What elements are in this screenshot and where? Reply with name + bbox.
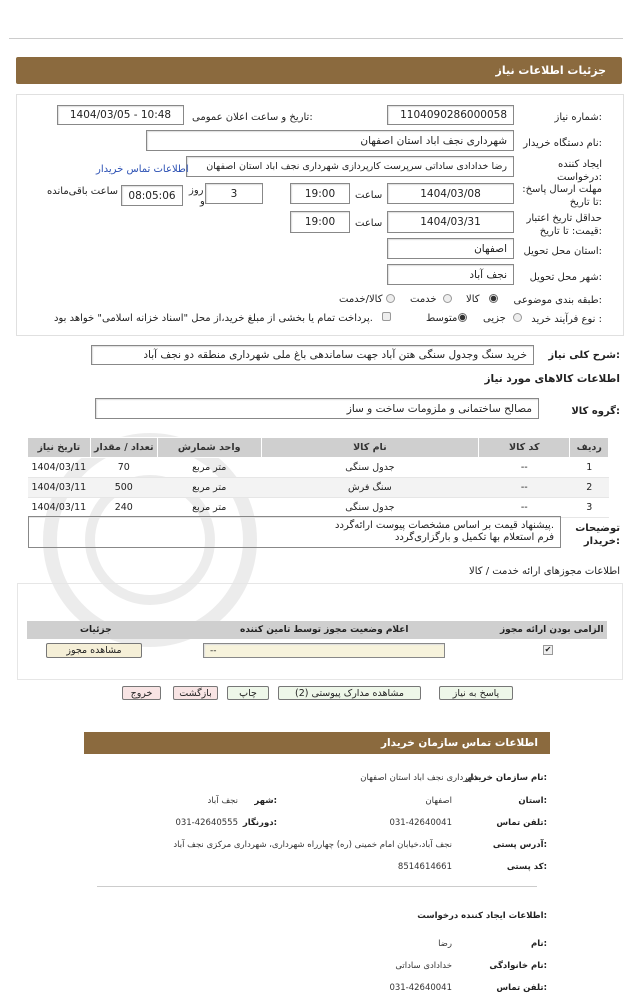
announce-label: تاریخ و ساعت اعلان عمومی: [192, 112, 313, 123]
contact-phone-label: تلفن تماس: [496, 818, 547, 828]
table-row [28, 478, 609, 498]
cell-row: 1 [570, 458, 609, 478]
creator-phone-label: تلفن تماس: [496, 983, 547, 993]
table-row [28, 458, 609, 478]
items-table-header [28, 438, 609, 458]
items-table [27, 437, 609, 518]
cell-name: سنگ فرش [261, 478, 478, 498]
cell-date: 1404/03/11 [28, 498, 91, 518]
cell-unit: متر مربع [157, 478, 261, 498]
exit-button[interactable]: خروج [122, 686, 161, 700]
permits-title: اطلاعات مجوزهای ارائه خدمت / کالا [469, 566, 620, 577]
cell-name: جدول سنگی [261, 498, 478, 518]
buyer-notes-label: توضیحات خریدار: [575, 523, 620, 547]
creator-family-label: نام خانوادگی: [489, 961, 547, 971]
creator-phone-value: 031-42640041 [389, 983, 452, 993]
creator-name-value: رضا [438, 939, 452, 949]
need-number-label: شماره نیاز: [554, 112, 602, 123]
page-header [16, 57, 622, 84]
category-label: طبقه بندی موضوعی: [513, 295, 602, 306]
contact-section-header [84, 732, 550, 754]
creator-label: ایجاد کننده درخواست: [557, 159, 602, 183]
cell-date: 1404/03/11 [28, 478, 91, 498]
category-both-radio[interactable] [386, 294, 395, 303]
contact-org-label: نام سازمان خریدار: [465, 773, 547, 783]
contact-postal-value: 8514614661 [397, 862, 452, 872]
contact-postal-label: کد پستی: [506, 862, 547, 872]
need-number-field: 1104090286000058 [387, 105, 514, 125]
deadline-time-label: ساعت [355, 190, 383, 201]
contact-divider [97, 886, 537, 887]
remaining-label: ساعت باقی‌مانده [47, 186, 119, 197]
cell-row: 3 [570, 498, 609, 518]
process-medium-text: متوسط [426, 313, 458, 324]
creator-field: رضا خدادادی ساداتی سرپرست کارپردازی شهرداری نجف اباد استان اصفهان [186, 156, 514, 177]
validity-time-field: 19:00 [290, 211, 350, 233]
category-service-radio[interactable] [443, 294, 452, 303]
buyer-notes-line2: فرم استعلام بها تکمیل و بارگزاری‌گردد [394, 532, 554, 543]
cell-unit: متر مربع [157, 458, 261, 478]
validity-label: حداقل تاریخ اعتبار قیمت: تا تاریخ: [526, 213, 602, 237]
col-row: ردیف [570, 438, 609, 458]
remaining-time-field: 08:05:06 [121, 185, 183, 206]
permit-required-checkbox: ✔ [544, 645, 552, 654]
contact-fax-label: دورنگار: [242, 818, 277, 828]
cell-qty: 240 [90, 498, 157, 518]
category-both-text: کالا/خدمت [339, 294, 383, 305]
print-button[interactable]: چاپ [227, 686, 269, 700]
contact-phone-value: 031-42640041 [389, 818, 452, 828]
summary-field: خرید سنگ وجدول سنگی هتن آباد جهت ساماندهی باغ ملی شهرداری منطقه دو نجف آباد [91, 345, 534, 365]
goods-group-field: مصالح ساختمانی و ملزومات ساخت و ساز [95, 398, 539, 419]
deadline-date-field: 1404/03/08 [387, 183, 514, 204]
treasury-payment-note: پرداخت تمام یا بخشی از مبلغ خرید،از محل "اسناد خزانه اسلامی" خواهد بود. [54, 313, 373, 324]
contact-section-title: اطلاعات تماس سازمان خریدار [381, 737, 538, 749]
announce-field: 1404/03/05 - 10:48 [57, 105, 184, 125]
days-label: روز [189, 185, 204, 196]
buyer-org-field: شهرداری نجف اباد استان اصفهان [146, 130, 514, 151]
col-unit: واحد شمارش [157, 438, 261, 458]
contact-address-label: آدرس پستی: [492, 840, 547, 850]
back-button[interactable]: بازگشت [173, 686, 218, 700]
creator-name-label: نام: [530, 939, 547, 949]
goods-info-title: اطلاعات کالاهای مورد نیاز [484, 373, 620, 385]
city-field: نجف آباد [387, 264, 514, 285]
view-documents-button[interactable]: مشاهده مدارک پیوستی (2) [278, 686, 421, 700]
contact-fax-value: 031-42640555 [175, 818, 238, 828]
contact-city-label: شهر: [254, 796, 277, 806]
process-partial-radio[interactable] [513, 313, 522, 322]
treasury-payment-checkbox[interactable] [382, 312, 391, 321]
page-title: جزئیات اطلاعات نیاز [495, 64, 606, 77]
deadline-time-field: 19:00 [290, 183, 350, 204]
col-code: کد کالا [479, 438, 570, 458]
cell-code: -- [479, 458, 570, 478]
and-label: و [200, 196, 205, 207]
permits-col-required: الزامی بودن ارائه مجوز [500, 625, 604, 635]
summary-label: شرح کلی نیاز: [548, 350, 620, 361]
permits-col-details: جزئیات [80, 625, 112, 635]
contact-org-value: شهرداری نجف اباد استان اصفهان [360, 773, 479, 783]
table-row [28, 498, 609, 518]
deadline-label: مهلت ارسال پاسخ: تا تاریخ: [522, 184, 602, 208]
view-permit-button[interactable]: مشاهده مجوز [46, 643, 142, 658]
cell-row: 2 [570, 478, 609, 498]
process-medium-radio[interactable] [458, 313, 467, 322]
contact-city-value: نجف آباد [207, 796, 238, 806]
cell-name: جدول سنگی [261, 458, 478, 478]
process-label: نوع فرآیند خرید : [531, 314, 602, 325]
cell-unit: متر مربع [157, 498, 261, 518]
creator-family-value: خدادادی ساداتی [395, 961, 452, 971]
top-divider [9, 38, 623, 39]
process-partial-text: جزیی [483, 313, 506, 324]
cell-date: 1404/03/11 [28, 458, 91, 478]
category-service-text: خدمت [410, 294, 437, 305]
cell-qty: 500 [90, 478, 157, 498]
goods-group-label: گروه کالا: [571, 406, 620, 417]
validity-time-label: ساعت [355, 218, 383, 229]
cell-qty: 70 [90, 458, 157, 478]
buyer-notes-box [28, 516, 561, 548]
contact-address-value: نجف آباد،خیابان امام خمینی (ره) چهارراه شهرداری، شهرداری مرکزی نجف آباد [173, 840, 452, 850]
days-field: 3 [205, 183, 263, 204]
reply-button[interactable]: پاسخ به نیاز [439, 686, 513, 700]
permit-status-field[interactable]: -- [203, 643, 445, 658]
col-name: نام کالا [261, 438, 478, 458]
cell-code: -- [479, 498, 570, 518]
category-goods-text: کالا [466, 294, 480, 305]
col-need-date: تاریخ نیاز [28, 438, 91, 458]
province-field: اصفهان [387, 238, 514, 259]
buyer-notes-line1: پیشنهاد قیمت بر اساس مشخصات پیوست ارائه‌گردد. [335, 520, 554, 531]
contact-province-value: اصفهان [425, 796, 452, 806]
province-label: استان محل تحویل: [523, 246, 602, 257]
category-goods-radio[interactable] [489, 294, 498, 303]
city-label: شهر محل تحویل: [529, 272, 602, 283]
creator-info-title: اطلاعات ایجاد کننده درخواست: [417, 911, 547, 921]
buyer-org-label: نام دستگاه خریدار: [523, 138, 602, 149]
contact-info-link[interactable]: اطلاعات تماس خریدار [96, 164, 189, 175]
cell-code: -- [479, 478, 570, 498]
contact-province-label: استان: [518, 796, 547, 806]
col-quantity: تعداد / مقدار [90, 438, 157, 458]
permits-col-status: اعلام وضعیت مجوز توسط تامین کننده [240, 625, 409, 635]
validity-date-field: 1404/03/31 [387, 211, 514, 233]
